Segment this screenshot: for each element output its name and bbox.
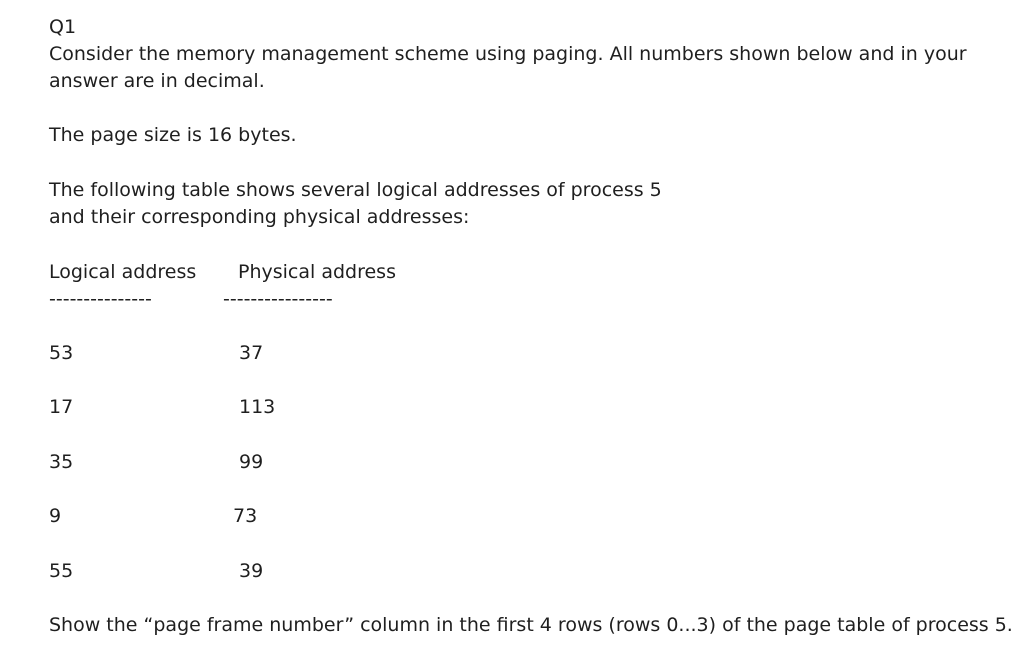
table-row-physical: 37 bbox=[239, 342, 264, 364]
divider-logical: --------------- bbox=[49, 288, 152, 310]
task-text: Show the “page frame number” column in the first 4 rows (rows 0...3) of the page table of process 5. bbox=[49, 614, 1013, 636]
table-row-physical: 99 bbox=[239, 451, 264, 473]
header-physical-address: Physical address bbox=[238, 261, 396, 283]
table-row-physical: 39 bbox=[239, 560, 264, 582]
intro-paragraph: Consider the memory management scheme using paging. All numbers shown below and in your answer are in decimal. bbox=[49, 43, 967, 92]
table-row-logical: 17 bbox=[49, 396, 74, 418]
divider-physical: ---------------- bbox=[223, 288, 333, 310]
table-row-logical: 35 bbox=[49, 451, 74, 473]
table-row-logical: 55 bbox=[49, 560, 74, 582]
table-row-logical: 9 bbox=[49, 505, 62, 527]
question-number: Q1 bbox=[49, 16, 77, 38]
table-row-logical: 53 bbox=[49, 342, 74, 364]
table-row-physical: 113 bbox=[239, 396, 276, 418]
page-size-text: The page size is 16 bytes. bbox=[49, 124, 297, 146]
table-intro-line-2: and their corresponding physical addresses: bbox=[49, 206, 470, 228]
table-row-physical: 73 bbox=[233, 505, 258, 527]
table-intro-line-1: The following table shows several logical addresses of process 5 bbox=[49, 179, 662, 201]
header-logical-address: Logical address bbox=[49, 261, 197, 283]
